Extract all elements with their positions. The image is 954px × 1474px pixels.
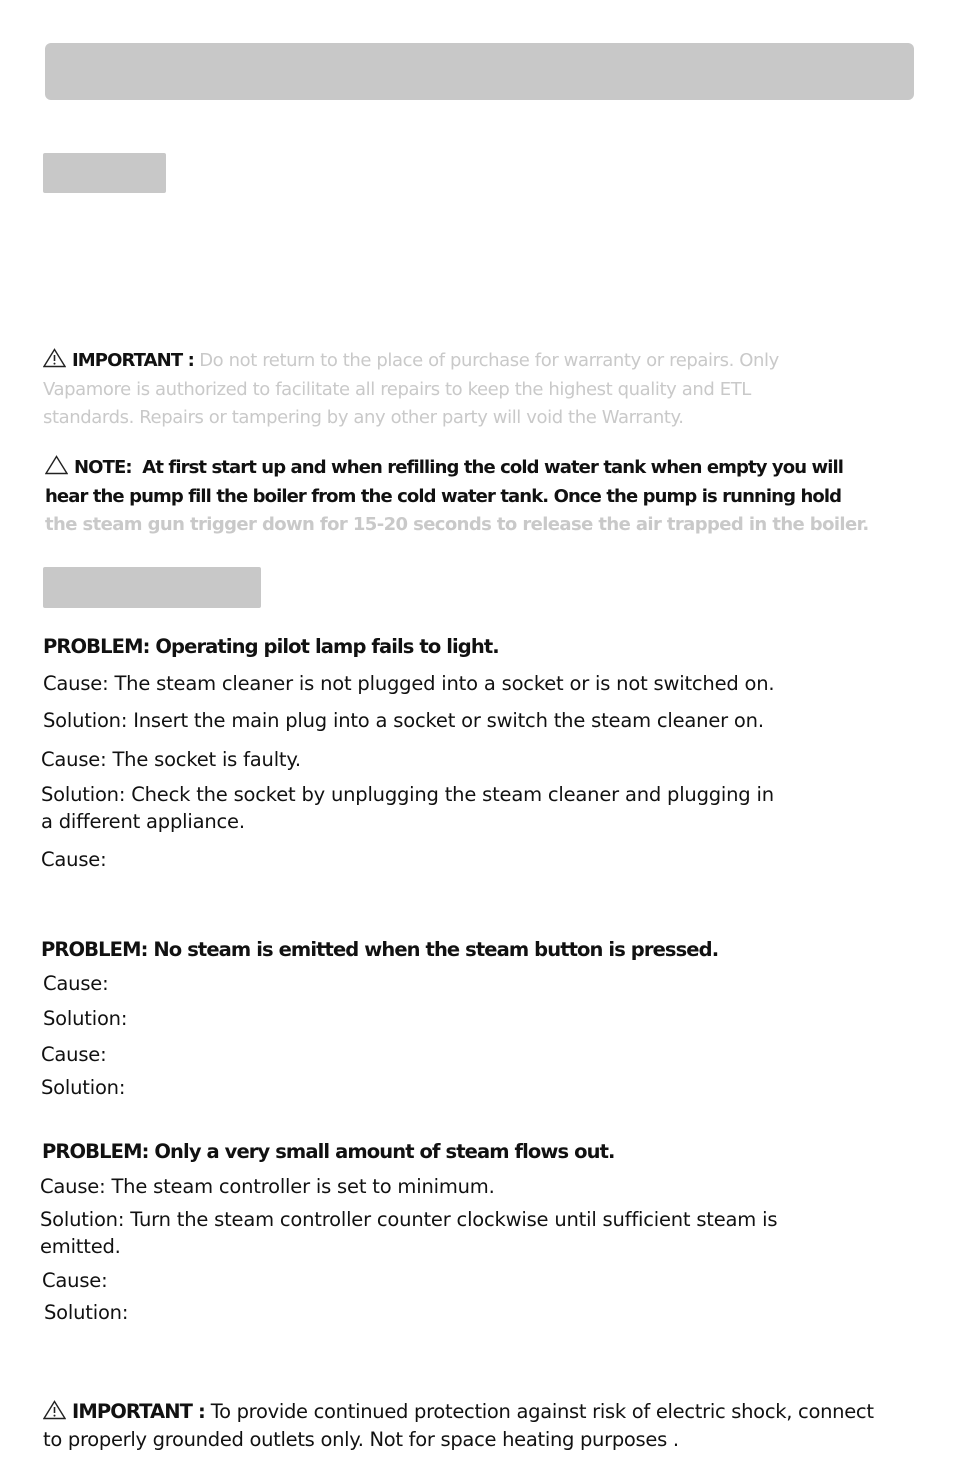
warning-triangle-icon: [43, 1400, 66, 1420]
important-notice-warranty: [43, 347, 779, 433]
solution-text: Solution: Insert the main plug into a socket or switch the steam cleaner on.: [43, 709, 764, 732]
important-text-line: Do not return to the place of purchase for warranty or repairs. Only: [199, 350, 779, 371]
important-text-line: Vapamore is authorized to facilitate all repairs to keep the highest quality and ETL: [43, 378, 751, 400]
solution-text: Solution: Turn the steam controller counter clockwise until sufficient steam is: [40, 1208, 778, 1231]
cause-text: Cause:: [42, 1269, 108, 1292]
important-text-line: standards. Repairs or tampering by any other party will void the Warranty.: [43, 407, 684, 428]
solution-text: Solution: Check the socket by unplugging the steam cleaner and plugging in: [41, 783, 774, 806]
page-header-bar: [45, 43, 914, 100]
cause-text: Cause:: [41, 1043, 107, 1066]
warning-triangle-icon: [43, 348, 66, 368]
troubleshooting-heading-bar: [43, 567, 261, 608]
important-notice-grounding: [43, 1398, 874, 1454]
problem-heading: PROBLEM: Only a very small amount of steam flows out.: [42, 1140, 615, 1163]
note-air-trapped: [45, 454, 869, 540]
problem-heading: PROBLEM: Operating pilot lamp fails to light.: [43, 635, 499, 658]
note-text-line: hear the pump fill the boiler from the cold water tank. Once the pump is running hold: [45, 485, 842, 507]
problem-heading: PROBLEM: No steam is emitted when the steam button is pressed.: [41, 938, 719, 961]
solution-text-continued: a different appliance.: [41, 810, 245, 833]
cause-text: Cause:: [43, 972, 109, 995]
cause-text: Cause: The socket is faulty.: [41, 748, 301, 771]
cause-text: Cause: The steam controller is set to minimum.: [40, 1175, 495, 1198]
important-label: IMPORTANT :: [72, 350, 194, 371]
important-label: IMPORTANT :: [72, 1400, 205, 1423]
important-text-line: To provide continued protection against risk of electric shock, connect: [210, 1400, 874, 1423]
cause-text: Cause:: [41, 848, 107, 871]
note-label: NOTE:: [74, 457, 132, 478]
cause-text: Cause: The steam cleaner is not plugged into a socket or is not switched on.: [43, 672, 775, 695]
solution-text-continued: emitted.: [40, 1235, 121, 1258]
note-text-line: the steam gun trigger down for 15-20 seconds to release the air trapped in the boiler.: [45, 514, 869, 535]
important-text-line: to properly grounded outlets only. Not for space heating purposes .: [43, 1428, 679, 1451]
section-heading-bar: [43, 153, 166, 193]
solution-text: Solution:: [43, 1007, 128, 1030]
note-text-line: At first start up and when refilling the cold water tank when empty you will: [142, 457, 844, 478]
warning-triangle-icon: [45, 455, 68, 475]
solution-text: Solution:: [44, 1301, 129, 1324]
solution-text: Solution:: [41, 1076, 126, 1099]
